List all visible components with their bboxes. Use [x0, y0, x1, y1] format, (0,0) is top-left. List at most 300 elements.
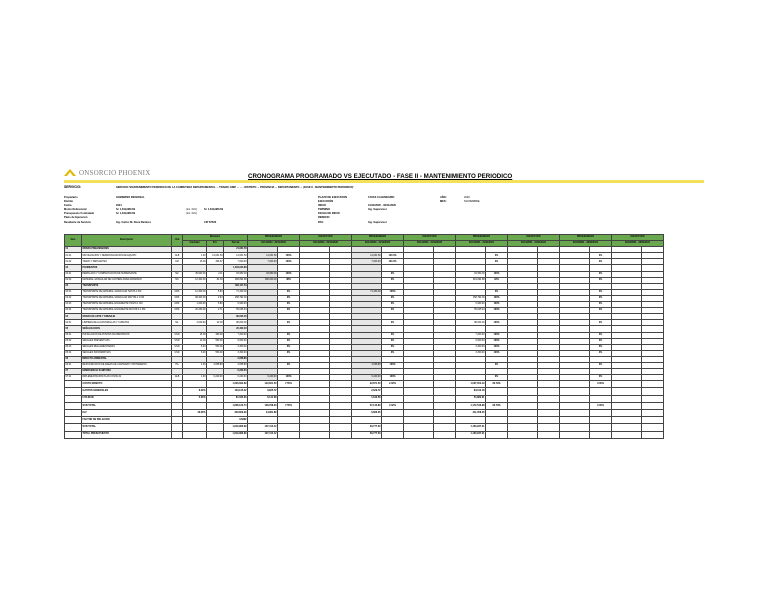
summary-percent [538, 431, 560, 438]
cell-unit: M2 [172, 271, 183, 277]
cell-amount: 88,000.00 [456, 320, 486, 326]
cell-item: 05.02 [65, 338, 82, 344]
summary-amount: 122,821.50 [248, 381, 278, 388]
summary-percent [330, 410, 352, 417]
cell-blank [172, 431, 183, 438]
cell-unit: UND [172, 344, 183, 350]
summary-percent: 0.00% [590, 402, 612, 409]
summary-amount [508, 381, 538, 388]
cell-item: 05.03 [65, 344, 82, 350]
cell-description: TRANSPORTE [82, 283, 172, 289]
cell-percent: 0% [278, 302, 300, 308]
cell-description: INSTALACION DE POSTES KILOMETRICOS [82, 332, 172, 338]
cell-parcial: 7,000.00 [224, 259, 248, 265]
cell-percent: 0% [278, 295, 300, 301]
cell-blank [65, 431, 82, 438]
servicio-text: SERVICIO 'MANTENIMIENTO PERIODICO DE LA CARRETERA DEPARTAMENTAL ... TRAMO: EMP. ... - ... DISTRITO ... PROVINCIA ... DEPARTAMENTO ... (FASE II - MANTENIMIENTO PERIODICO)' [116, 186, 354, 189]
cell-description: TRAZO Y REPLANTEO [82, 259, 172, 265]
cell-percent: 0% [486, 375, 508, 381]
header-programado: PROGRAMADO [456, 235, 508, 241]
summary-percent [434, 424, 456, 431]
cell-pu: 3,658.88 [207, 362, 224, 368]
cell-percent: 0% [382, 308, 404, 314]
header-item: Item [65, 235, 82, 247]
summary-percent [183, 381, 207, 388]
summary-amount: 1,037,652.19 [456, 381, 486, 388]
summary-amount: 138,788.30 [248, 402, 278, 409]
info-label: TERMINO [318, 208, 330, 212]
summary-percent [183, 402, 207, 409]
summary-amount [560, 388, 590, 395]
servicio-label: SERVICIO: [64, 185, 82, 189]
summary-amount [560, 402, 590, 409]
cell-parcial: 71,340.00 [224, 289, 248, 295]
summary-label: GASTOS GENERALES [82, 388, 172, 395]
cell-blank [172, 402, 183, 409]
info-value: 2021 [116, 204, 122, 208]
summary-row [65, 424, 664, 431]
cell-percent: 0% [382, 350, 404, 356]
cell-amount: 6,600.00 [456, 338, 486, 344]
cell-percent: 100% [486, 302, 508, 308]
cell-parcial: 20,400.00 [224, 326, 248, 332]
cell-percent: 0% [486, 362, 508, 368]
cell-description: SEÑALIZACION [82, 326, 172, 332]
summary-amount: 51,882.61 [456, 395, 486, 402]
summary-amount [612, 395, 642, 402]
cell-description: OBRAS DE ARTE Y DRENAJE [82, 314, 172, 320]
cell-amount: 258,792.00 [456, 295, 486, 301]
cell-item: 04 [65, 314, 82, 320]
summary-percent [642, 431, 664, 438]
summary-amount [612, 402, 642, 409]
summary-amount [508, 395, 538, 402]
cell-item: 02.01 [65, 271, 82, 277]
summary-percent [382, 388, 404, 395]
cell-item: 01 [65, 247, 82, 253]
cell-parcial: 3,658.88 [224, 356, 248, 362]
cell-unit: M3K [172, 308, 183, 314]
summary-amount [612, 388, 642, 395]
cell-description: TRANSPORTE DE MATERIAL GRANULAR MAYOR A 1 KM [82, 295, 172, 301]
header-ejecutado: EJECUTADO [508, 235, 560, 241]
cell-percent: 0% [278, 338, 300, 344]
summary-amount [508, 388, 538, 395]
cell-pu: 81.30 [207, 277, 224, 283]
header-pu: P.U. [207, 241, 224, 247]
summary-amount [508, 424, 538, 431]
cell-pu: 2.71 [207, 308, 224, 314]
cell-description: EMERGENCIA SANITARIA [82, 369, 172, 375]
cell-blank [65, 395, 82, 402]
summary-amount: 83,012.18 [456, 388, 486, 395]
cell-amount: 3,300.00 [456, 350, 486, 356]
cell-unit: GLB [172, 253, 183, 259]
cell-percent: 0% [382, 344, 404, 350]
summary-amount: 36,777.03 [352, 431, 382, 438]
cell-cantidad: 4,000.00 [183, 320, 207, 326]
summary-percent: 0.00% [590, 381, 612, 388]
cell-unit: UND [172, 338, 183, 344]
summary-row [65, 388, 664, 395]
cell-description: TRANSPORTE DE MATERIAL EXCEDENTE HASTA 1 KM [82, 302, 172, 308]
cell-blank [207, 410, 224, 417]
cell-percent: 0% [590, 302, 612, 308]
summary-amount [404, 431, 434, 438]
header-period-date: 01/01/2021 - 31/01/2021 [456, 241, 508, 247]
cell-item: 05.04 [65, 350, 82, 356]
summary-row [65, 431, 664, 438]
cell-percent: 0% [590, 375, 612, 381]
summary-amount [404, 410, 434, 417]
summary-percent [382, 395, 404, 402]
summary-amount [300, 410, 330, 417]
info-row [440, 200, 480, 204]
cell-percent: 100% [278, 259, 300, 265]
cell-percent: 0% [590, 338, 612, 344]
summary-amount [560, 424, 590, 431]
cell-item: 03 [65, 283, 82, 289]
summary-amount [404, 424, 434, 431]
summary-amount [404, 388, 434, 395]
cell-percent: 0% [382, 277, 404, 283]
summary-percent [590, 424, 612, 431]
cell-amount: 7,200.00 [456, 332, 486, 338]
summary-percent: 7.55% [278, 381, 300, 388]
summary-percent [486, 424, 508, 431]
cell-description: RESTAURACION DE AREAS DE CANTERAS Y BOTADEROS [82, 362, 172, 368]
summary-percent [486, 417, 508, 424]
cell-blank [207, 431, 224, 438]
cell-percent: 0% [590, 362, 612, 368]
cell-percent: 0% [590, 253, 612, 259]
summary-label: TOTAL PRESUPUESTO [82, 431, 172, 438]
cell-parcial: 6,600.00 [224, 338, 248, 344]
logo-text: ONSORCIO PHOENIX [79, 168, 151, 177]
cell-amount: 94,950.00 [456, 271, 486, 277]
info-value: Ing. Supervisor [368, 220, 387, 224]
cell-parcial: 3,658.88 [224, 362, 248, 368]
cell-parcial: 3,300.00 [224, 350, 248, 356]
info-label: PAG [318, 220, 324, 224]
summary-total: 1,819,980.69 [224, 424, 248, 431]
cell-description: IMPLEMENTACION PLAN COVID-19 [82, 375, 172, 381]
header-ejecutado: EJECUTADO [300, 235, 352, 241]
summary-percent [382, 431, 404, 438]
cell-item: 07 [65, 369, 82, 375]
cell-parcial: 6,960.00 [224, 302, 248, 308]
cell-percent: 0% [486, 259, 508, 265]
cell-amount: 55,025.43 [456, 308, 486, 314]
summary-row [65, 381, 664, 388]
summary-amount [508, 417, 538, 424]
summary-label: IGV [82, 410, 172, 417]
summary-amount [560, 417, 590, 424]
summary-percent [278, 424, 300, 431]
cell-percent: 0% [590, 350, 612, 356]
cell-item: 03.01 [65, 289, 82, 295]
cell-parcial: 6,240.00 [224, 375, 248, 381]
cell-description: MOVILIZACION Y DESMOVILIZACION DE EQUIPO [82, 253, 172, 259]
summary-row [65, 395, 664, 402]
info-value: S/. 1,819,980.69 [116, 208, 136, 212]
summary-amount [612, 431, 642, 438]
summary-percent [590, 388, 612, 395]
summary-percent [538, 402, 560, 409]
cell-blank [172, 395, 183, 402]
cell-cantidad: 1.00 [183, 362, 207, 368]
info-label: REINICIO [318, 216, 330, 220]
summary-total: 330,869.29 [224, 410, 248, 417]
summary-percent [538, 381, 560, 388]
summary-percent [642, 417, 664, 424]
info-label: Propietario [64, 196, 78, 199]
cell-percent: 0% [590, 320, 612, 326]
cell-cantidad: 15.00 [183, 332, 207, 338]
summary-amount [300, 417, 330, 424]
cell-percent: 0% [278, 350, 300, 356]
cell-parcial: 88,000.00 [224, 314, 248, 320]
cell-description: MATERIAL GRANULAR DE CANTERA PARA AFIRMADO [82, 277, 172, 283]
cell-percent: 0% [278, 289, 300, 295]
summary-percent: 7.55% [278, 402, 300, 409]
cell-percent: 0% [278, 308, 300, 314]
summary-percent [278, 431, 300, 438]
cell-percent: 0% [278, 320, 300, 326]
cell-percent: 0% [278, 344, 300, 350]
summary-percent [538, 388, 560, 395]
summary-percent: 18.00% [183, 410, 207, 417]
cell-blank [207, 417, 224, 424]
summary-percent [330, 402, 352, 409]
cell-percent: 100.0% [382, 253, 404, 259]
info-label: Presupuesto Contratado [64, 212, 95, 216]
summary-percent [330, 431, 352, 438]
cell-percent: 0% [382, 338, 404, 344]
cell-description: SEÑALES INFORMATIVAS [82, 350, 172, 356]
cell-blank [65, 381, 82, 388]
summary-percent: 5.00% [183, 395, 207, 402]
cell-percent: 0% [590, 295, 612, 301]
cell-description: LIMPIEZA DE ALCANTARILLAS Y CUNETAS [82, 320, 172, 326]
summary-percent [642, 402, 664, 409]
header-period-date: 01/01/2021 - 31/01/2021 [508, 241, 560, 247]
summary-amount: 137,414.12 [248, 424, 278, 431]
info-label: Monto Referencial [64, 208, 87, 212]
summary-percent [278, 395, 300, 402]
cell-parcial: 1,094,644.88 [224, 265, 248, 271]
cell-amount: 3,300.00 [456, 344, 486, 350]
cell-item: 02 [65, 265, 82, 271]
cell-percent: 100% [382, 375, 404, 381]
cell-item: 05 [65, 326, 82, 332]
cell-amount: 14,631.50 [248, 253, 278, 259]
cell-percent: 0% [590, 332, 612, 338]
cell-unit: KM [172, 259, 183, 265]
summary-amount [404, 417, 434, 424]
header-parcial: Parcial [224, 241, 248, 247]
summary-amount [300, 424, 330, 431]
cell-amount: 7,000.00 [248, 259, 278, 265]
info-row [318, 221, 428, 225]
cell-percent: 0% [382, 320, 404, 326]
summary-amount [612, 381, 642, 388]
info-label: INICIO [318, 204, 326, 208]
summary-amount [300, 431, 330, 438]
info-value: Ing. Carlos M. Roca Ramirez [116, 220, 151, 224]
cell-percent: 100% [486, 308, 508, 314]
summary-label: UTILIDAD [82, 395, 172, 402]
cell-parcial: 14,631.50 [224, 253, 248, 259]
summary-percent [590, 431, 612, 438]
cell-blank [65, 410, 82, 417]
cell-item: 01.01 [65, 253, 82, 259]
cell-parcial: 999,694.88 [224, 277, 248, 283]
summary-amount: 24,981.89 [248, 410, 278, 417]
cell-cantidad: 15.00 [183, 259, 207, 265]
summary-amount [560, 431, 590, 438]
summary-amount: 2,629.72 [352, 388, 382, 395]
summary-amount: 137,414.12 [248, 431, 278, 438]
summary-amount [612, 424, 642, 431]
summary-percent [434, 395, 456, 402]
cell-cantidad: 1.00 [183, 375, 207, 381]
summary-amount [404, 395, 434, 402]
cell-item: 05.01 [65, 332, 82, 338]
document-title: CRONOGRAMA PROGRAMADO VS EJECUTADO - FASE II - MANTENIMIENTO PERIODICO [248, 173, 513, 180]
summary-percent [434, 417, 456, 424]
summary-amount [300, 395, 330, 402]
summary-amount: 9,825.72 [248, 388, 278, 395]
cell-blank [172, 410, 183, 417]
summary-percent [642, 395, 664, 402]
info-label: EJECUCIÓN [318, 200, 334, 204]
summary-amount: 6,141.08 [248, 395, 278, 402]
info-label: FECHA DE INICIO [318, 212, 340, 216]
summary-total: 81,334.63 [224, 395, 248, 402]
info-extra: S/. 1,819,980.69 [204, 208, 224, 212]
cell-pu: 2.11 [207, 271, 224, 277]
cell-description: SEÑALES PREVENTIVAS [82, 338, 172, 344]
cell-unit: GLB [172, 375, 183, 381]
summary-percent [434, 410, 456, 417]
cell-percent: 0% [590, 289, 612, 295]
summary-percent [642, 424, 664, 431]
cell-unit: UND [172, 332, 183, 338]
cell-amount: 71,340.00 [352, 289, 382, 295]
summary-amount [404, 402, 434, 409]
summary-percent [538, 410, 560, 417]
cell-item: 01.02 [65, 259, 82, 265]
summary-percent [590, 410, 612, 417]
summary-percent [486, 431, 508, 438]
cell-percent: 100% [486, 271, 508, 277]
summary-label: SUB TOTAL [82, 424, 172, 431]
cell-unit: HA [172, 362, 183, 368]
cell-description: OBRAS PRELIMINARES [82, 247, 172, 253]
cell-pu: 550.00 [207, 338, 224, 344]
summary-amount [248, 417, 278, 424]
company-logo [64, 168, 150, 177]
cell-percent: 100.0% [382, 259, 404, 265]
summary-percent [434, 402, 456, 409]
header-programado: PROGRAMADO [352, 235, 404, 241]
summary-percent [486, 410, 508, 417]
cell-cantidad: 6.00 [183, 344, 207, 350]
summary-percent [486, 395, 508, 402]
cell-cantidad: 12.00 [183, 338, 207, 344]
project-info-right [440, 196, 480, 204]
cell-pu: 2.63 [207, 295, 224, 301]
cell-percent: 100% [486, 320, 508, 326]
cell-percent: 0% [590, 271, 612, 277]
cell-unit: M3K [172, 302, 183, 308]
cell-blank [207, 381, 224, 388]
summary-amount [560, 395, 590, 402]
cell-percent: 38% [278, 277, 300, 283]
cell-parcial: 55,025.43 [224, 308, 248, 314]
cell-description: TRANSPORTE DE MATERIAL GRANULAR HASTA 1 KM [82, 289, 172, 295]
cell-description: TRANSPORTE DE MATERIAL EXCEDENTE MAYOR A 1 KM [82, 308, 172, 314]
cell-blank [172, 388, 183, 395]
summary-amount [300, 402, 330, 409]
summary-amount [352, 417, 382, 424]
cell-unit: ML [172, 320, 183, 326]
info-value: 0 DIAS CALENDARIO [368, 196, 395, 199]
cell-parcial: 258,792.00 [224, 295, 248, 301]
cell-parcial: 94,950.00 [224, 271, 248, 277]
schedule-table [64, 234, 664, 439]
cell-amount: 3,658.88 [352, 362, 382, 368]
cell-description: SEÑALES REGLAMENTARIAS [82, 344, 172, 350]
summary-amount [508, 431, 538, 438]
summary-percent [278, 417, 300, 424]
summary-percent [434, 388, 456, 395]
cell-amount: 619,694.88 [456, 277, 486, 283]
cell-percent: 0% [382, 302, 404, 308]
cell-parcial: 88,000.00 [224, 320, 248, 326]
summary-percent [183, 431, 207, 438]
info-value: GOBIERNO REGIONAL [116, 196, 145, 199]
cell-blank [172, 424, 183, 431]
cell-percent: 100% [382, 289, 404, 295]
info-label: Distrito [64, 200, 74, 204]
cell-item: 06 [65, 356, 82, 362]
summary-amount [300, 388, 330, 395]
info-value: 01/11/2020 - 30/11/2020 [368, 204, 396, 208]
cell-parcial: 6,240.00 [224, 369, 248, 375]
summary-row [65, 417, 664, 424]
cell-amount: 14,631.50 [352, 253, 382, 259]
summary-total: 0.8392 [224, 417, 248, 424]
summary-percent [538, 395, 560, 402]
cell-blank [207, 424, 224, 431]
summary-percent [330, 417, 352, 424]
cell-item: 04.01 [65, 320, 82, 326]
title-bar [64, 180, 704, 183]
cell-cantidad: 6.00 [183, 350, 207, 356]
cell-amount: 6,960.00 [456, 302, 486, 308]
cell-blank [172, 417, 183, 424]
cell-percent: 0% [382, 271, 404, 277]
cell-amount: 380,000.00 [248, 277, 278, 283]
info-value: S/. 1,819,980.69 [116, 212, 136, 216]
info-value: NOVIEMBRE [464, 200, 480, 204]
cell-parcial: 3,300.00 [224, 344, 248, 350]
summary-amount: 1,643.58 [352, 395, 382, 402]
cell-cantidad: 12,300.00 [183, 277, 207, 283]
cell-unit: M3K [172, 295, 183, 301]
